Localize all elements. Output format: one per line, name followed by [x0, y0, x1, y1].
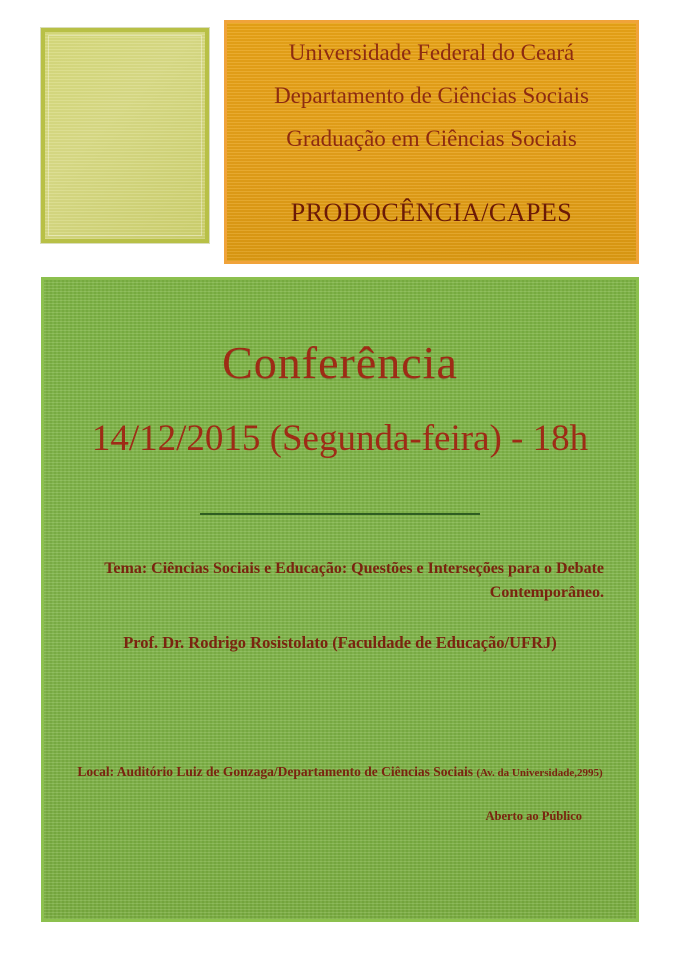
event-location-address: (Av. da Universidade,2995) — [476, 767, 603, 779]
poster-header — [0, 0, 680, 268]
program-label: PRODOCÊNCIA/CAPES — [290, 198, 573, 227]
event-speaker: Prof. Dr. Rodrigo Rosistolato (Faculdade de Educação/UFRJ) — [123, 633, 557, 652]
ufc-logo-placeholder — [41, 28, 209, 243]
institution-line-3: Graduação em Ciências Sociais — [286, 126, 577, 151]
event-location — [66, 653, 614, 785]
event-theme: Tema: Ciências Sociais e Educação: Questões e Interseções para o Debate Contemporâneo. — [104, 560, 604, 601]
institution-title-box — [224, 20, 639, 264]
institution-line-1: Universidade Federal do Ceará — [288, 40, 575, 65]
poster-body — [41, 277, 639, 922]
event-date: 14/12/2015 (Segunda-feira) - 18h — [91, 418, 589, 459]
event-type-title: Conferência — [222, 337, 458, 388]
event-location-label: Local: Auditório Luiz de Gonzaga/Departamento de Ciências Sociais — [77, 764, 473, 779]
institution-line-2: Departamento de Ciências Sociais — [274, 83, 589, 108]
open-to-public-note: Aberto ao Público — [485, 808, 582, 823]
